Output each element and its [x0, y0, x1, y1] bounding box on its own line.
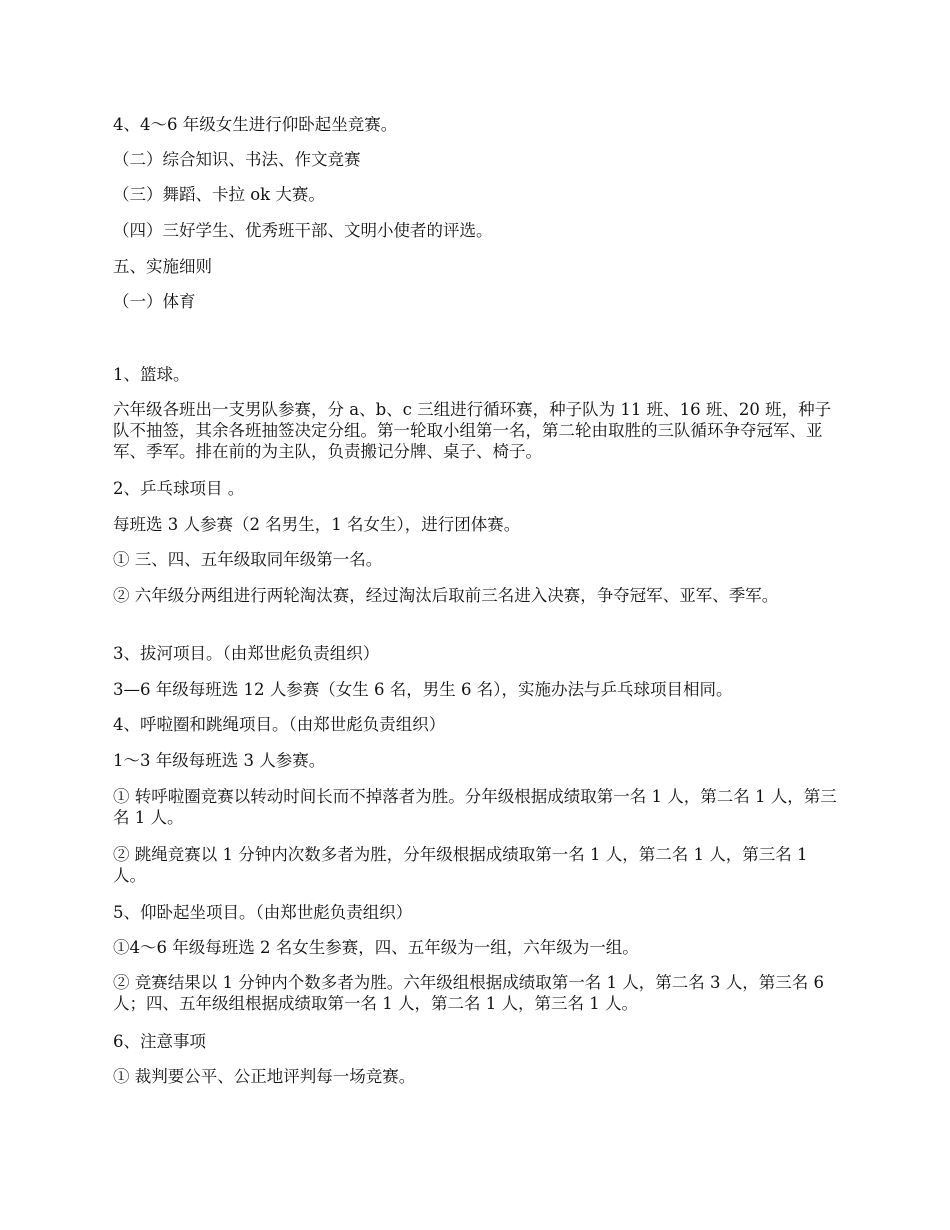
paragraph: ② 跳绳竞赛以 1 分钟内次数多者为胜，分年级根据成绩取第一名 1 人，第二名 1 人，第三名 1 人。 — [113, 845, 808, 885]
paragraph: ① 三、四、五年级取同年级第一名。 — [113, 550, 383, 569]
paragraph: 3—6 年级每班选 12 人参赛（女生 6 名，男生 6 名），实施办法与乒乓球项目相同。 — [113, 680, 733, 699]
paragraph: 5、仰卧起坐项目。（由郑世彪负责组织） — [113, 903, 413, 922]
paragraph: ② 六年级分两组进行两轮淘汰赛，经过淘汰后取前三名进入决赛，争夺冠军、亚军、季军。 — [113, 586, 779, 605]
section-heading: 五、实施细则 — [113, 257, 212, 276]
paragraph: 每班选 3 人参赛（2 名男生，1 名女生），进行团体赛。 — [113, 515, 521, 534]
paragraph: ② 竞赛结果以 1 分钟内个数多者为胜。六年级组根据成绩取第一名 1 人，第二名 3 人，第三名 6 人；四、五年级组根据成绩取第一名 1 人，第二名 1 人，第三名 1 人。 — [113, 973, 824, 1013]
paragraph: （二）综合知识、书法、作文竞赛 — [113, 150, 361, 169]
paragraph: 4、4～6 年级女生进行仰卧起坐竞赛。 — [113, 115, 398, 134]
paragraph: ① 裁判要公平、公正地评判每一场竞赛。 — [113, 1067, 416, 1086]
subsection-heading: （一）体育 — [113, 292, 196, 311]
paragraph: （三）舞蹈、卡拉 ok 大赛。 — [113, 185, 325, 204]
paragraph: 1～3 年级每班选 3 人参赛。 — [113, 751, 326, 770]
paragraph: 六年级各班出一支男队参赛，分 a、b、c 三组进行循环赛，种子队为 11 班、16 班、20 班，种子队不抽签，其余各班抽签决定分组。第一轮取小组第一名，第二轮由取胜的三队循环争夺冠军、亚军、季军。排在前的为主队，负责搬记分牌、桌子、椅子。 — [113, 400, 832, 461]
paragraph: 3、拔河项目。（由郑世彪负责组织） — [113, 644, 380, 663]
paragraph: ① 转呼啦圈竞赛以转动时间长而不掉落者为胜。分年级根据成绩取第一名 1 人，第二名 1 人，第三名 1 人。 — [113, 787, 837, 827]
paragraph: （四）三好学生、优秀班干部、文明小使者的评选。 — [113, 221, 493, 240]
paragraph: ①4～6 年级每班选 2 名女生参赛，四、五年级为一组，六年级为一组。 — [113, 938, 639, 957]
paragraph: 1、篮球。 — [113, 365, 190, 384]
paragraph: 4、呼啦圈和跳绳项目。（由郑世彪负责组织） — [113, 715, 446, 734]
paragraph: 6、注意事项 — [113, 1032, 206, 1051]
paragraph: 2、乒乓球项目 。 — [113, 479, 245, 498]
